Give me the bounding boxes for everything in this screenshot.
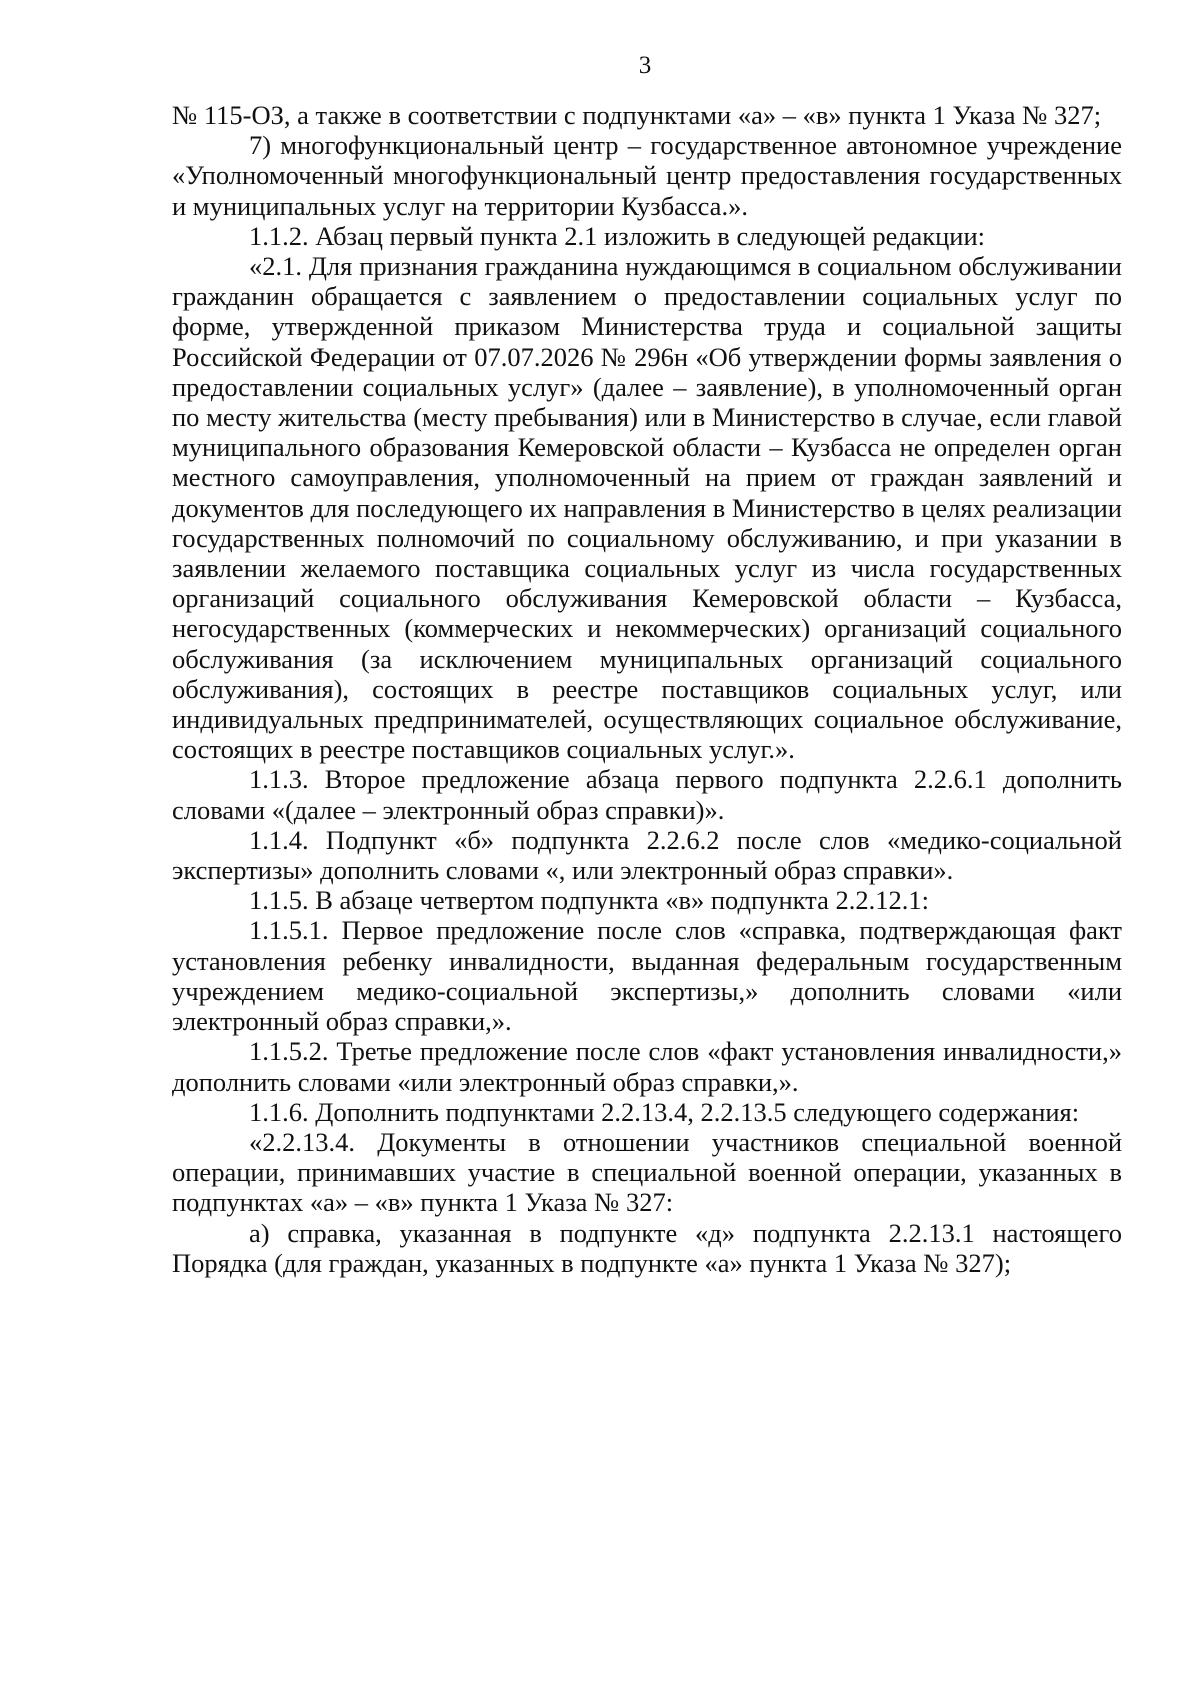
paragraph-7: 1.1.5. В абзаце четвертом подпункта «в» подпункта 2.2.12.1: xyxy=(249,885,929,916)
paragraph-11: «2.2.13.4. Документы в отношении участников специальной военной операции, принимавших участие в специальной военной операции, указанных в подпунктах «а» – «в» пункта 1 Указа № 327: xyxy=(172,1126,1122,1218)
paragraph-2: 7) многофункциональный центр – государственное автономное учреждение «Уполномоченный многофункциональный центр предоставления государственных и муниципальных услуг на территории Кузбасса.». xyxy=(172,130,1122,221)
document-body xyxy=(172,100,1122,1278)
paragraph-10: 1.1.6. Дополнить подпунктами 2.2.13.4, 2.2.13.5 следующего содержания: xyxy=(249,1096,1080,1127)
page-number: 3 xyxy=(638,52,652,79)
paragraph-1: № 115-ОЗ, а также в соответствии с подпунктами «а» – «в» пункта 1 Указа № 327; xyxy=(172,100,1102,130)
paragraph-12: а) справка, указанная в подпункте «д» подпункта 2.2.13.1 настоящего Порядка (для граждан, указанных в подпункте «а» пункта 1 Указа № 327); xyxy=(172,1217,1122,1278)
paragraph-8: 1.1.5.1. Первое предложение после слов «справка, подтверждающая факт установления ребенку инвалидности, выданная федеральным государственным учреждением медико-социальной экспертизы,» дополнить словами «или электронный образ справки,». xyxy=(172,915,1122,1037)
paragraph-3: 1.1.2. Абзац первый пункта 2.1 изложить в следующей редакции: xyxy=(249,220,986,251)
paragraph-5: 1.1.3. Второе предложение абзаца первого подпункта 2.2.6.1 дополнить словами «(далее – электронный образ справки)». xyxy=(172,764,1122,825)
paragraph-6: 1.1.4. Подпункт «б» подпункта 2.2.6.2 после слов «медико-социальной экспертизы» дополнить словами «, или электронный образ справки». xyxy=(172,824,1122,886)
paragraph-9: 1.1.5.2. Третье предложение после слов «факт установления инвалидности,» дополнить словами «или электронный образ справки,». xyxy=(172,1036,1122,1097)
paragraph-4: «2.1. Для признания гражданина нуждающимся в социальном обслуживании гражданин обращается с заявлением о предоставлении социальных услуг по форме, утвержденной приказом Министерства труда и социальной защиты Российской Федерации от 07.07.2026 № 296н «Об утверждении формы заявления о предоставлении социальных услуг» (далее – заявление), в уполномоченный орган по месту жительства (месту пребывания) или в Министерство в случае, если главой муниципального образования Кемеровской области – Кузбасса не определен орган местного самоуправления, уполномоченный на прием от граждан заявлений и документов для последующего их направления в Министерство в целях реализации государственных полномочий по социальному обслуживанию, и при указании в заявлении желаемого поставщика социальных услуг из числа государственных организаций социального обслуживания Кемеровской области – Кузбасса, негосударственных (коммерческих и некоммерческих) организаций социального обслуживания (за исключением муниципальных организаций социального обслуживания), состоящих в реестре поставщиков социальных услуг, или индивидуальных предпринимателей, осуществляющих социальное обслуживание, состоящих в реестре поставщиков социальных услуг.». xyxy=(172,251,1122,765)
